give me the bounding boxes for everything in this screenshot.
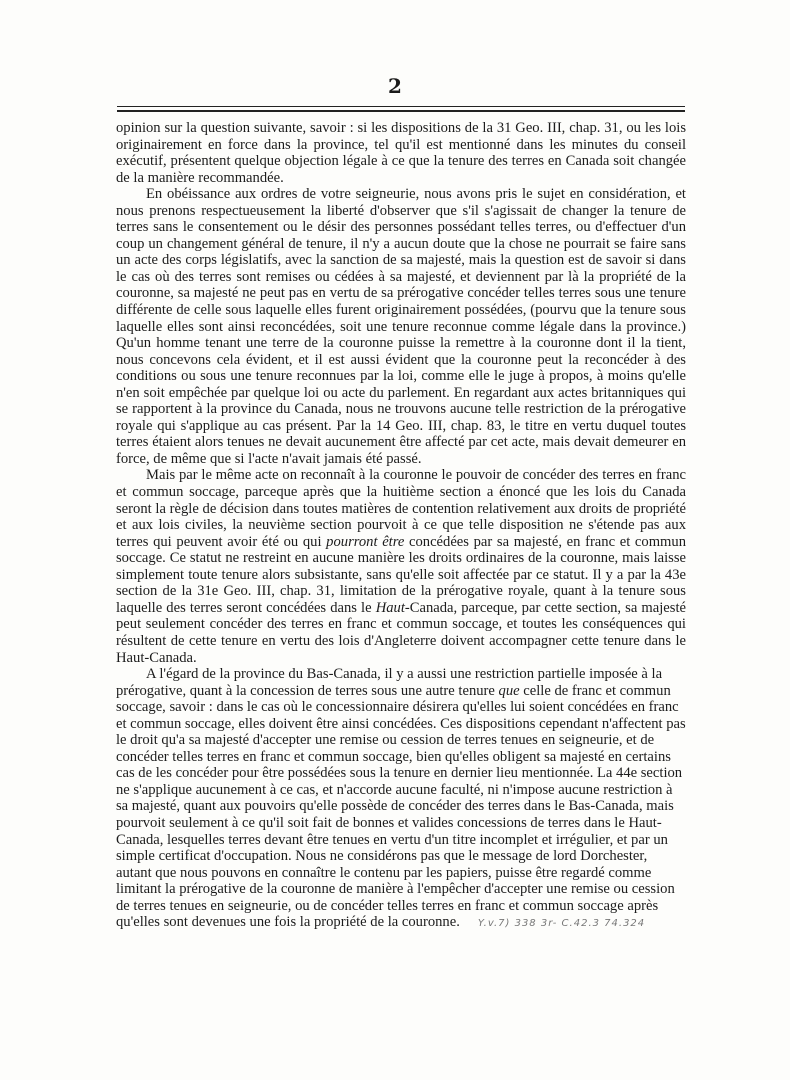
header-rule-thin xyxy=(117,106,685,107)
paragraph-1 xyxy=(116,120,686,186)
paragraph-4-emphasis-que: que xyxy=(498,682,520,699)
paragraph-3-emphasis-pourront-etre: pourront être xyxy=(326,533,405,550)
paragraph-3-text-b: concédées par sa majesté, en franc et commun soccage. Ce statut ne restreint en aucune manière les droits ordinaires de la couronne, mais laisse simplement toute tenure alors subsistante, sans qu'elle soit affectée par ce statut. Il y a par la 43e section de la 31e Geo. III, chap. 31, limitation de la prérogative royale, quant à la tenure sous laquelle des terres seront concédées dans le xyxy=(116,533,686,616)
body-text xyxy=(116,120,686,933)
header-rule-thick xyxy=(117,110,685,112)
paragraph-4-text-b: celle de franc et commun soccage, savoir : dans le cas où le concessionnaire désirera qu'elles lui soient concédées en franc et commun soccage, elles doivent être ainsi concédées. Ces dispositions cependant n'affectent pas le droit qu'a sa majesté d'accepter une remise ou cession de terres tenues en seigneurie, et de concéder telles terres en franc et commun soccage, bien qu'elles obligent sa majesté en certains cas de les concéder pour être possédées sous la tenure en dernier lieu mentionnée. La 44e section ne s'applique aucunement à ce cas, et n'accorde aucune faculté, ni n'impose aucune restriction à sa majesté, quant aux pouvoirs qu'elle possède de concéder des terres dans le Bas-Canada, mais pourvoit seulement à ce qu'il soit fait de bonnes et valides concessions de terres dans le Haut-Canada, lesquelles terres devant être tenues en vertu d'un titre incomplet et irrégulier, et par un simple certificat d'occupation. Nous ne considérons pas que le message de lord Dorchester, autant que nous pouvons en connaître le contenu par les papiers, puisse être regardé comme limitant la prérogative de la couronne de manière à l'empêcher d'accepter une remise ou cession de terres tenues en seigneurie, ou de concéder telles terres en franc et commun soccage après qu'elles sont devenues une fois la propriété de la couronne. xyxy=(116,682,686,931)
paragraph-4 xyxy=(116,666,686,933)
paragraph-4-text-a: A l'égard de la province du Bas-Canada, il y a aussi une restriction partielle imposée à la prérogative, quant à la concession de terres sous une autre tenure xyxy=(116,666,663,699)
paragraph-3-emphasis-haut: Haut xyxy=(375,599,405,616)
paragraph-1-text: opinion sur la question suivante, savoir : si les dispositions de la 31 Geo. III, chap. 31, ou les lois originairement en force dans la province, tel qu'il est mentionné dans les minutes du conseil exécutif, présentent quelque objection légale à ce que la tenure des terres en Canada soit changée de la manière recommandée. xyxy=(116,120,686,186)
page-number: 2 xyxy=(388,74,402,98)
paragraph-3-text-c: -Canada, parceque, par cette section, sa majesté peut seulement concéder des terres en franc et commun soccage, et toutes les conséquences qui résultent de cette tenure en vertu des lois d'Angleterre doivent accompagner cette tenure dans le Haut-Canada. xyxy=(116,599,686,666)
paragraph-3 xyxy=(116,467,686,666)
paragraph-3-text-a: Mais par le même acte on reconnaît à la couronne le pouvoir de concéder des terres en franc et commun soccage, parceque après que la huitième section a énoncé que les lois du Canada seront la règle de décision dans toutes matières de contention relativement aux droits de propriété et aux lois civiles, la neuvième section pourvoit à ce que telle disposition ne s'étende pas aux terres qui peuvent avoir été ou qui xyxy=(116,467,686,550)
paragraph-2 xyxy=(116,186,686,467)
paragraph-2-text: En obéissance aux ordres de votre seigneurie, nous avons pris le sujet en considération, et nous prenons respectueusement la liberté d'observer que s'il s'agissait de changer la tenure de terres sans le consentement ou le désir des personnes possédant telles terres, ou d'effectuer d'un coup un changement général de tenure, il n'y a aucun doute que la chose ne pourrait se faire sans un acte des corps législatifs, avec la sanction de sa majesté, mais la question est de savoir si dans le cas où des terres sont remises ou cédées à sa majesté, et deviennent par là la propriété de la couronne, sa majesté ne peut pas en vertu de sa prérogative concéder telles terres sous une tenure différente de celle sous laquelle elles furent originairement possédées, (pourvu que la tenure sous laquelle elles sont ainsi reconcédées, soit une tenure reconnue comme légale dans la province.) Qu'un homme tenant une terre de la couronne puisse la remettre à la couronne dont il la tient, nous concevons cela évident, et il est aussi évident que la couronne peut la reconcéder à des conditions ou sous une tenure reconnues par la loi, comme elle le juge à propos, à moins qu'elle n'en soit empêchée par quelque loi ou acte du parlement. En regardant aux actes britanniques qui se rapportent à la province du Canada, nous ne trouvons aucune telle restriction de la prérogative royale qui s'applique au cas présent. Par la 14 Geo. III, chap. 83, le titre en vertu duquel toutes terres étaient alors tenues ne devait aucunement être affecté par cet acte, mais devait demeurer en force, de même que si l'acte n'avait jamais été passé. xyxy=(116,186,686,467)
handwritten-annotation: Y.v.7) 338 3r- C.42.3 74.324 xyxy=(477,918,646,930)
